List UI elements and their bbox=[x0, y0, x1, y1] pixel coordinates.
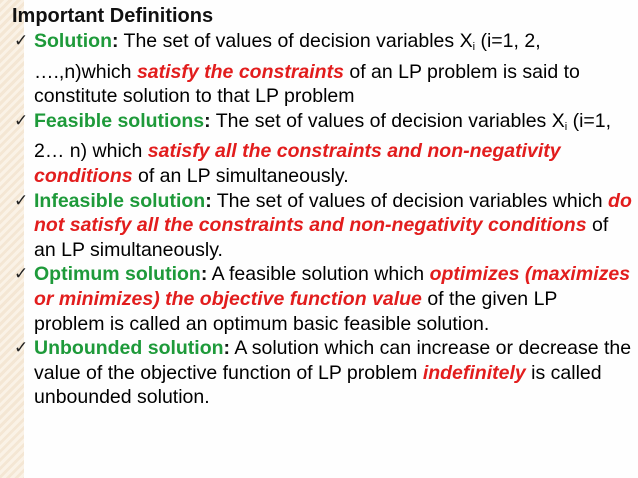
term-colon: : bbox=[204, 109, 211, 132]
term-colon: : bbox=[111, 30, 119, 52]
definition-text: The set of values of decision variables X bbox=[210, 109, 565, 132]
definition-feasible-solutions bbox=[12, 109, 632, 189]
term-colon: : bbox=[200, 263, 208, 286]
definition-solution bbox=[12, 29, 632, 109]
definition-text: (i=1, 2… n) which bbox=[34, 109, 612, 163]
definition-text: of an LP problem is said to constitute solution to that LP problem bbox=[34, 60, 580, 108]
term: Solution bbox=[34, 30, 112, 52]
term: Infeasible solution bbox=[34, 189, 206, 212]
term: Feasible solutions bbox=[34, 109, 205, 132]
definition-text: of an LP simultaneously. bbox=[132, 164, 349, 187]
highlight-text: satisfy all the constraints and non-negativity conditions bbox=[34, 140, 561, 187]
checkmark-icon: ✓ bbox=[14, 338, 29, 358]
checkmark-icon: ✓ bbox=[14, 110, 29, 130]
definition-text: of an LP simultaneously. bbox=[34, 214, 609, 261]
definition-text: The set of values of decision variables X bbox=[118, 30, 473, 52]
checkmark-icon: ✓ bbox=[14, 190, 29, 210]
subscript: i bbox=[564, 120, 568, 133]
slide-content bbox=[12, 4, 632, 410]
definition-text: A solution which can increase or decrease the value of the objective function of LP problem bbox=[34, 337, 632, 384]
definition-text: of the given LP problem is called an optimum basic feasible solution. bbox=[34, 287, 558, 335]
highlight-text: optimizes (maximizes or minimizes) the objective function value bbox=[34, 263, 631, 310]
highlight-text: indefinitely bbox=[422, 361, 526, 384]
term-colon: : bbox=[205, 189, 212, 212]
definition-text: (i=1, 2, ….,n)which bbox=[34, 30, 541, 83]
highlight-text: do not satisfy all the constraints and non-negativity conditions bbox=[34, 189, 632, 237]
highlight-text: satisfy the constraints bbox=[136, 60, 344, 83]
term: Optimum solution bbox=[34, 263, 201, 286]
definition-unbounded-solution bbox=[12, 336, 632, 410]
slide-title: Important Definitions bbox=[12, 5, 214, 27]
definition-text: is called unbounded solution. bbox=[34, 361, 602, 409]
definition-infeasible-solution bbox=[12, 189, 632, 263]
definition-text: A feasible solution which bbox=[207, 263, 430, 286]
definition-text: The set of values of decision variables which bbox=[211, 189, 609, 212]
term-colon: : bbox=[223, 337, 231, 360]
checkmark-icon: ✓ bbox=[14, 31, 29, 50]
definition-optimum-solution bbox=[12, 262, 632, 336]
subscript: i bbox=[472, 41, 476, 53]
checkmark-icon: ✓ bbox=[14, 264, 29, 284]
term: Unbounded solution bbox=[34, 337, 224, 360]
